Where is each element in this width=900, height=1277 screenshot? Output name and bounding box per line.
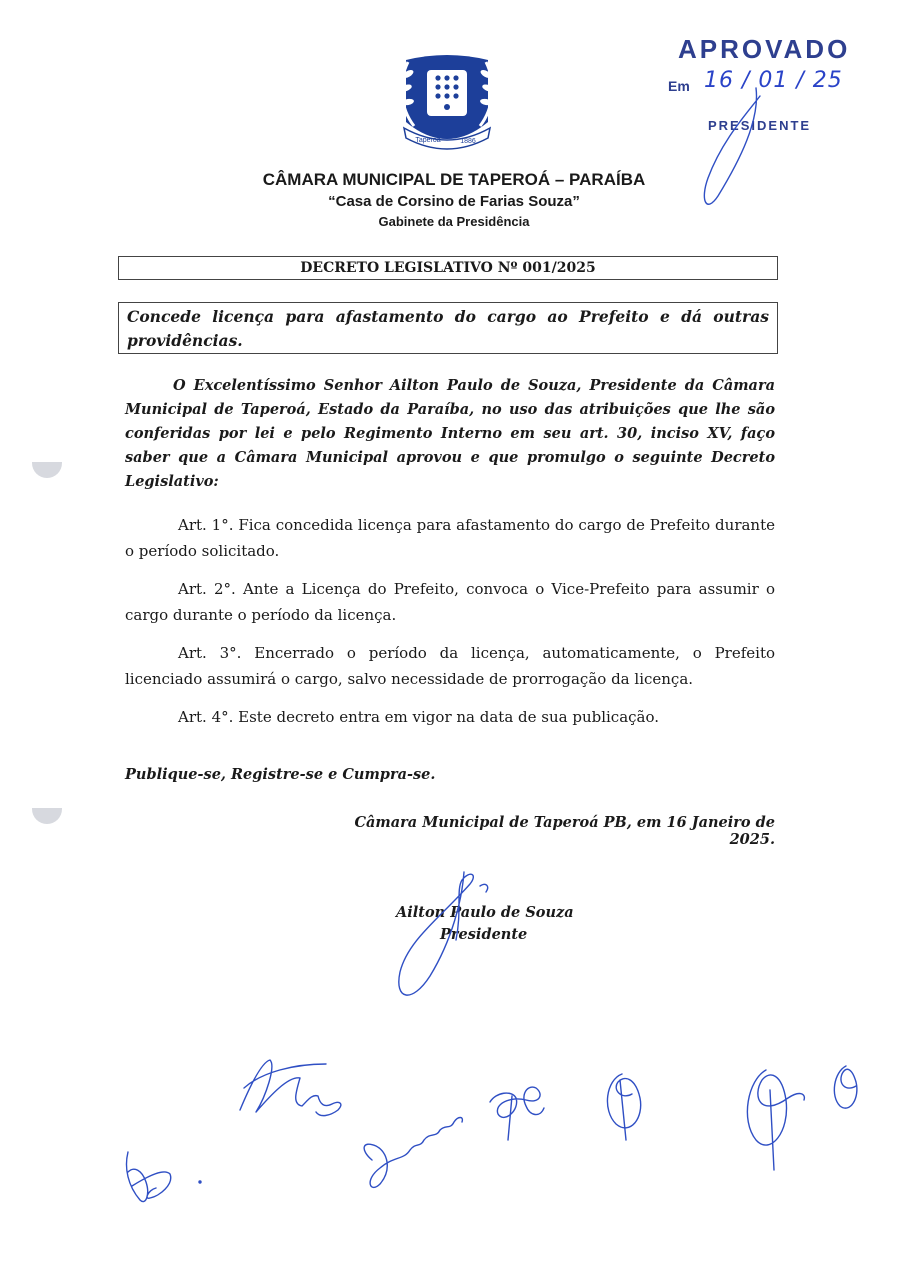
article-2: Art. 2°. Ante a Licença do Prefeito, convoca o Vice-Prefeito para assumir o cargo durante o período da licença. [125, 580, 775, 624]
house-name: “Casa de Corsino de Farias Souza” [328, 193, 580, 210]
stamp-handwritten-date: 16 / 01 / 25 [704, 68, 843, 93]
approval-stamp [668, 30, 868, 140]
councilor-signature-3 [490, 1087, 544, 1140]
article-4: Art. 4°. Este decreto entra em vigor na data de sua publicação. [178, 708, 660, 726]
publish-clause: Publique-se, Registre-se e Cumpra-se. [125, 766, 436, 783]
stamp-title: APROVADO [678, 34, 851, 64]
councilor-signature-1 [240, 1060, 341, 1116]
signatory-role: Presidente [440, 926, 528, 943]
councilor-signature-2 [364, 1118, 462, 1188]
decree-preamble: O Excelentíssimo Senhor Ailton Paulo de Souza, Presidente da Câmara Municipal de Taperoá, Estado da Paraíba, no uso das atribuições que lhe são conferidas por lei e pelo Regimento Interno em seu art. 30, inciso XV, faço saber que a Câmara Municipal aprovou e que promulgo o seguinte Decreto Legislativo: [125, 377, 775, 490]
article-3: Art. 3°. Encerrado o período da licença, automaticamente, o Prefeito licenciado assumirá o cargo, salvo necessidade de prorrogação da licença. [125, 644, 775, 688]
logo-right-text: 1886 [460, 138, 476, 145]
punch-hole-bottom [32, 808, 62, 824]
councilor-signature-6 [834, 1066, 857, 1108]
councilor-signature-7 [127, 1152, 171, 1202]
office-name: Gabinete da Presidência [378, 214, 530, 229]
councilor-signature-5 [747, 1070, 804, 1170]
punch-hole-top [32, 462, 62, 478]
logo-left-text: Taperoá [415, 137, 441, 144]
councilor-signature-4 [607, 1074, 640, 1140]
decree-summary-box: Concede licença para afastamento do cargo ao Prefeito e dá outras providências. [118, 302, 778, 354]
decree-title-box: DECRETO LEGISLATIVO Nº 001/2025 [118, 256, 778, 280]
municipal-coat-of-arms-logo [384, 52, 510, 156]
stamp-role: PRESIDENTE [708, 118, 812, 133]
place-and-date: Câmara Municipal de Taperoá PB, em 16 Janeiro de 2025. [354, 814, 775, 848]
institution-name: CÂMARA MUNICIPAL DE TAPEROÁ – PARAÍBA [262, 170, 646, 189]
stamp-em-label: Em [668, 78, 690, 94]
signatory-name: Ailton Paulo de Souza [396, 904, 574, 921]
article-1: Art. 1°. Fica concedida licença para afastamento do cargo de Prefeito durante o período solicitado. [125, 516, 775, 560]
